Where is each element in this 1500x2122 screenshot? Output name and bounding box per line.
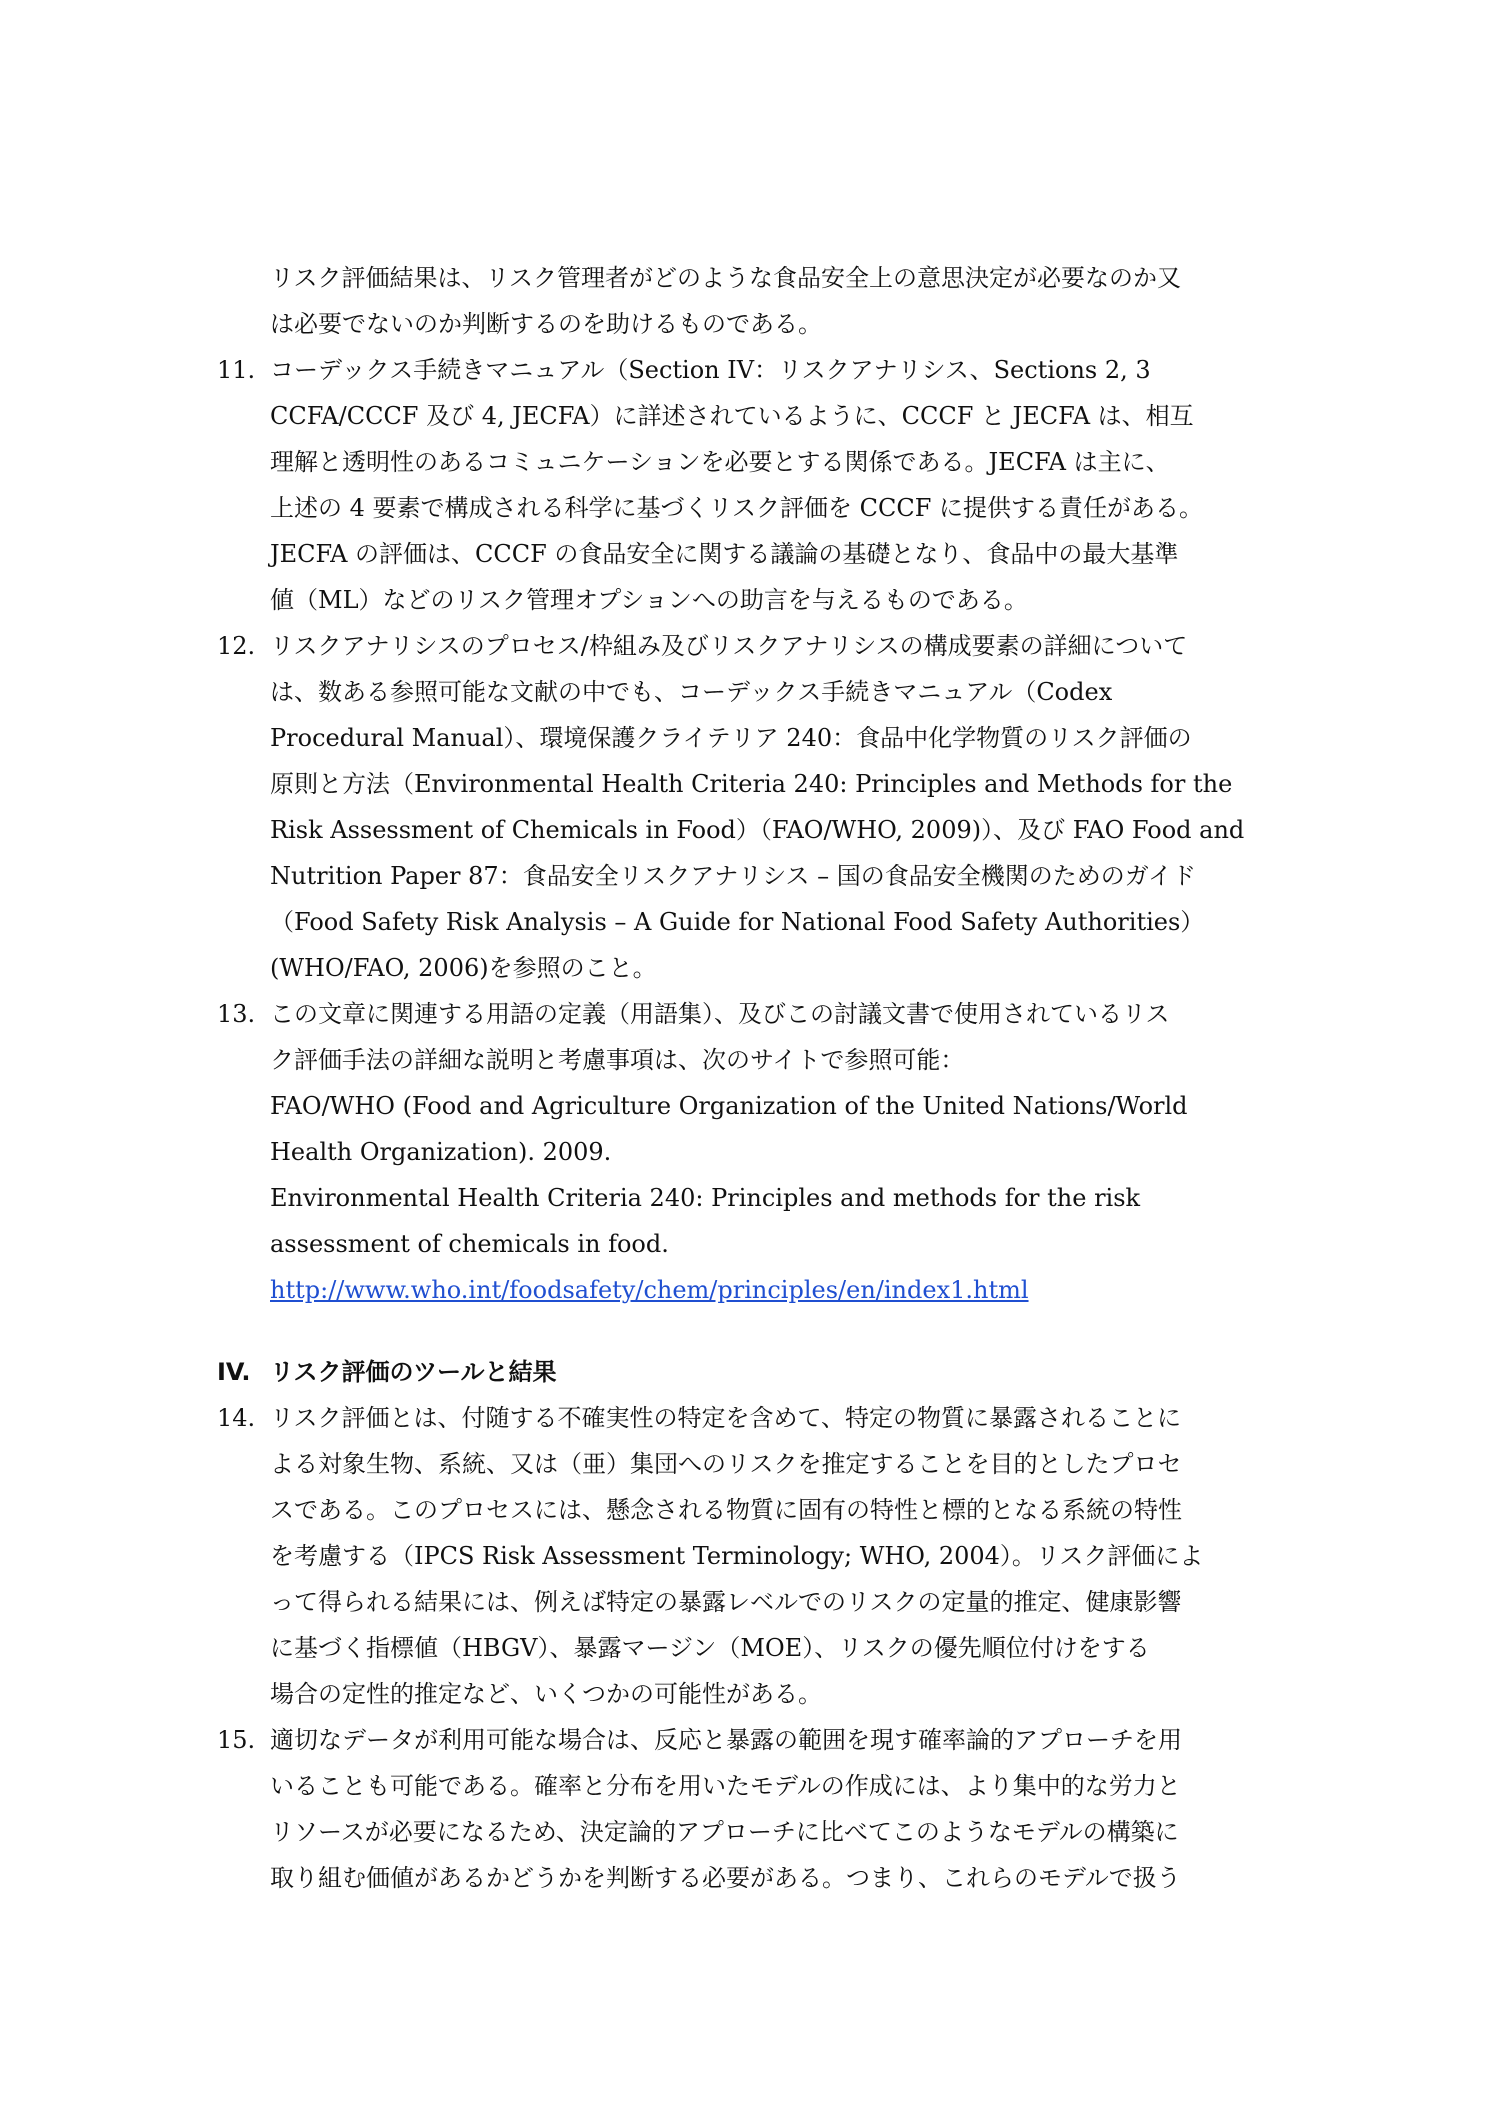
item-number: 13.: [217, 1000, 256, 1028]
item-text: リスクアナリシスのプロセス/枠組み及びリスクアナリシスの構成要素の詳細について: [270, 632, 1188, 660]
item-number: 12.: [217, 632, 256, 660]
section-title: リスク評価のツールと結果: [270, 1358, 557, 1386]
item-number: 15.: [217, 1726, 256, 1754]
who-principles-link[interactable]: http://www.who.int/foodsafety/chem/principles/en/index1.html: [270, 1276, 1029, 1304]
item-number: 11.: [217, 356, 256, 384]
item-text: この文章に関連する用語の定義（用語集）、及びこの討議文書で使用されているリス: [270, 1000, 1170, 1028]
section-number: IV.: [217, 1358, 251, 1386]
item-text: 適切なデータが利用可能な場合は、反応と暴露の範囲を現す確率論的アプローチを用: [270, 1726, 1182, 1754]
document-page: リスク評価結果は、リスク管理者がどのような食品安全上の意思決定が必要なのか又 は必要でないのか判断するのを助けるものである。 11. コーデックス手続きマニュアル（Section IV：リスクアナリシス、Sections 2, 3 CCFA/CCCF 及び 4, JECFA）に詳述されているように、CCCF と JECFA は、相互 理解と透明性のあるコミュニケーションを必要とする関係である。JECFA は主に、 上述の 4 要素で構成される科学に基づくリスク評価を CCCF に提供する責任がある。 JECFA の評価は、CCCF の食品安全に関する議論の基礎となり、食品中の最大基準 値（ML）などのリスク管理オプションへの助言を与えるものである。 12. リスクアナリシスのプロセス/枠組み及びリスクアナリシスの構成要素の詳細について は、数ある参照可能な文献の中でも、コーデックス手続きマニュアル（Codex Procedural Manual）、環境保護クライテリア 240：食品中化学物質のリスク評価の 原則と方法（Environmental Health Criteria 240: Principles and Methods for the Risk Assessment of Chemicals in Food）（FAO/WHO, 2009)）、及び FAO Food and Nutrition Paper 87：食品安全リスクアナリシス – 国の食品安全機関のためのガイド （Food Safety Risk Analysis – A Guide for National Food Safety Authorities） (WHO/FAO, 2006)を参照のこと。 13. この文章に関連する用語の定義（用語集）、及びこの討議文書で使用されているリス ク評価手法の詳細な説明と考慮事項は、次のサイトで参照可能： FAO/WHO (Food and Agriculture Organization of the United Nations/World Health Organization). 2009. Environmental Health Criteria 240: Principles and methods for the risk assessment of chemicals in food. http://www.who.int/foodsafety/chem/principles/en/index1.html IV. リスク評価のツールと結果 14. リスク評価とは、付随する不確実性の特定を含めて、特定の物質に暴露されることに よる対象生物、系統、又は（亜）集団へのリスクを推定することを目的としたプロセ スである。このプロセスには、懸念される物質に固有の特性と標的となる系統の特性 を考慮する（IPCS Risk Assessment Terminology; WHO, 2004）。リスク評価によ って得られる結果には、例えば特定の暴露レベルでのリスクの定量的推定、健康影響 に基づく指標値（HBGV）、暴露マージン（MOE）、リスクの優先順位付けをする 場合の定性的推定など、いくつかの可能性がある。 15. 適切なデータが利用可能な場合は、反応と暴露の範囲を現す確率論的アプローチを用 いることも可能である。確率と分布を用いたモデルの作成には、より集中的な労力と リソースが必要になるため、決定論的アプローチに比べてこのようなモデルの構築に 取り組む価値があるかどうかを判断する必要がある。つまり、これらのモデルで扱う: [217, 264, 1245, 1892]
item-number: 14.: [217, 1404, 256, 1432]
item-text: コーデックス手続きマニュアル（Section IV：リスクアナリシス、Sections 2, 3: [270, 356, 1151, 384]
item-text: リスク評価とは、付随する不確実性の特定を含めて、特定の物質に暴露されることに: [270, 1404, 1182, 1432]
